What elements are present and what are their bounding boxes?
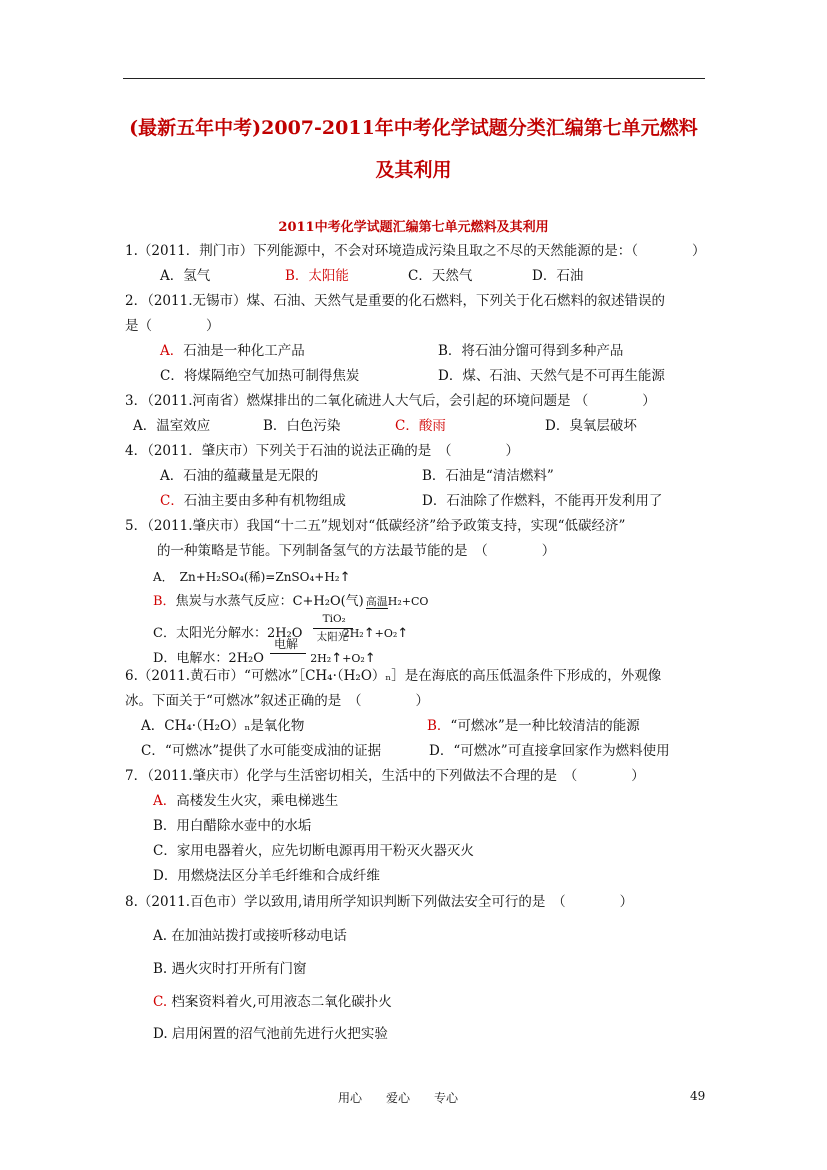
question-6-stem-cont: 冰。下面关于“可燃冰”叙述正确的是 （ ） [125, 693, 430, 709]
document-title-line1: (最新五年中考)2007-2011年中考化学试题分类汇编第七单元燃料 [129, 117, 698, 139]
q7-option-b: B．用白醋除水壶中的水垢 [153, 818, 312, 834]
q1-option-d: D．石油 [532, 268, 584, 284]
q5-option-b: B．焦炭与水蒸气反应：C+H₂O(气) 高温H₂+CO [153, 594, 429, 609]
document-title-line2: 及其利用 [375, 159, 452, 181]
q7-option-a: A．高楼发生火灾，乘电梯逃生 [153, 793, 339, 809]
q2-option-c: C．将煤隔绝空气加热可制得焦炭 [160, 368, 360, 384]
q1-option-c: C．天然气 [408, 268, 473, 284]
q2-option-a: A．石油是一种化工产品 [160, 343, 305, 359]
q3-option-c: C．酸雨 [395, 418, 446, 434]
question-5-stem-cont: 的一种策略是节能。下列制备氢气的方法最节能的是 （ ） [157, 543, 556, 559]
q5-c-light: 太阳光 [316, 631, 349, 643]
q5-option-a: A． Zn+H₂SO₄(稀)=ZnSO₄+H₂↑ [153, 570, 351, 585]
q6-option-b: B．“可燃冰”是一种比较清洁的能源 [427, 718, 640, 734]
section-subtitle: 2011中考化学试题汇编第七单元燃料及其利用 [278, 220, 549, 235]
q3-option-a: A．温室效应 [133, 418, 211, 434]
q6-option-d: D．“可燃冰”可直接拿回家作为燃料使用 [429, 743, 670, 759]
q5-d-condition: 电解 [274, 637, 299, 651]
question-3-stem: 3．（2011.河南省）燃煤排出的二氧化硫进人大气后，会引起的环境问题是 （ ） [125, 393, 656, 409]
q4-option-c: C．石油主要由多种有机物组成 [160, 493, 346, 509]
q2-option-b: B．将石油分馏可得到多种产品 [438, 343, 624, 359]
q8-option-d: D. 启用闲置的沼气池前先进行火把实验 [153, 1026, 388, 1042]
question-1-stem: 1.（2011．荆门市）下列能源中，不会对环境造成污染且取之不尽的天然能源的是：（ ） [125, 243, 706, 259]
q5-option-c: C．太阳光分解水：2H₂O TiO₂ 太阳光 2H₂↑+O₂↑ [153, 619, 408, 643]
q4-option-a: A．石油的蕴藏量是无限的 [160, 468, 319, 484]
q5-option-d: D．电解水：2H₂O 电解 2H₂↑+O₂↑ [153, 637, 376, 666]
q6-option-c: C．“可燃冰”提供了水可能变成油的证据 [141, 743, 382, 759]
question-4-stem: 4．（2011．肇庆市）下列关于石油的说法正确的是 （ ） [125, 443, 519, 459]
question-7-stem: 7．（2011.肇庆市）化学与生活密切相关，生活中的下列做法不合理的是 （ ） [125, 768, 645, 784]
q3-option-d: D．臭氧层破坏 [545, 418, 637, 434]
question-8-stem: 8.（2011.百色市）学以致用,请用所学知识判断下列做法安全可行的是 （ ） [125, 894, 634, 910]
question-2-stem-cont: 是（ ） [125, 318, 220, 334]
q1-option-b: B．太阳能 [285, 268, 349, 284]
q3-option-b: B．白色污染 [263, 418, 341, 434]
q2-option-d: D．煤、石油、天然气是不可再生能源 [438, 368, 665, 384]
header-rule [123, 78, 705, 79]
q8-option-b: B. 遇火灾时打开所有门窗 [153, 961, 307, 977]
q8-option-c: C. 档案资料着火,可用液态二氧化碳扑火 [153, 994, 392, 1010]
q7-option-d: D．用燃烧法区分羊毛纤维和合成纤维 [153, 868, 380, 884]
q7-option-c: C．家用电器着火，应先切断电源再用干粉灭火器灭火 [153, 843, 474, 859]
footer-motto: 用心 爱心 专心 [338, 1091, 459, 1105]
q4-option-d: D．石油除了作燃料，不能再开发利用了 [422, 493, 663, 509]
q4-option-b: B．石油是“清洁燃料” [422, 468, 554, 484]
q5-c-catalyst: TiO₂ [322, 613, 346, 625]
q1-option-a: A．氢气 [160, 268, 211, 284]
question-2-stem: 2．（2011.无锡市）煤、石油、天然气是重要的化石燃料，下列关于化石燃料的叙述错误的 [125, 293, 665, 309]
page-number: 49 [690, 1089, 706, 1103]
q5-b-condition: 高温 [365, 595, 388, 608]
q8-option-a: A. 在加油站拨打或接听移动电话 [153, 928, 347, 944]
q6-option-a: A．CH₄·（H₂O）ₙ是氧化物 [141, 718, 305, 734]
question-5-stem: 5．（2011.肇庆市）我国“十二五”规划对“低碳经济”给予政策支持，实现“低碳经济” [125, 518, 626, 534]
question-6-stem: 6.（2011.黄石市）“可燃冰”［CH₄·（H₂O）ₙ］是在海底的高压低温条件下形成的，外观像 [125, 668, 662, 684]
